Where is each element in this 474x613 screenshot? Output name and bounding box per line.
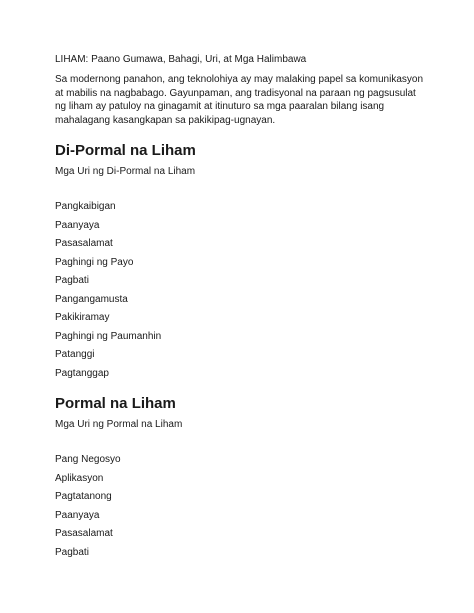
- list-item: Pagtatanong: [55, 491, 112, 502]
- list-item: Pagbati: [55, 546, 89, 558]
- list-pormal: [55, 453, 121, 564]
- list-item: Pang Negosyo: [55, 454, 121, 465]
- list-item: Aplikasyon: [55, 472, 104, 484]
- list-item: Pangkaibigan: [55, 201, 116, 212]
- list-item: Patanggi: [55, 349, 95, 360]
- section-subheading-di-pormal: Mga Uri ng Di-Pormal na Liham: [55, 166, 196, 177]
- list-item: Paanyaya: [55, 219, 100, 231]
- list-item: Pakikiramay: [55, 312, 110, 323]
- list-item: Pagbati: [55, 275, 89, 286]
- list-item: Paanyaya: [55, 509, 100, 521]
- list-item: Pagtanggap: [55, 367, 109, 379]
- section-heading-pormal: Pormal na Liham: [55, 395, 176, 412]
- list-item: Pasasalamat: [55, 238, 113, 249]
- list-di-pormal: [55, 200, 161, 385]
- list-item: Paghingi ng Payo: [55, 256, 134, 268]
- section-heading-di-pormal: Di-Pormal na Liham: [55, 142, 196, 159]
- section-subheading-pormal: Mga Uri ng Pormal na Liham: [55, 419, 183, 430]
- intro-paragraph: Sa modernong panahon, ang teknolohiya ay may malaking papel sa komunikasyon at mabilis na nagbabago. Gayunpaman, ang tradisyonal na paraan ng pagsusulat ng liham ay patuloy na ginagamit at itinuturo sa mga paaralan bilang isang mahalagang kasangkapan sa pakikipag-ugnayan.: [55, 74, 424, 126]
- list-item: Pasasalamat: [55, 528, 113, 539]
- document-title: LIHAM: Paano Gumawa, Bahagi, Uri, at Mga Halimbawa: [55, 54, 307, 65]
- list-item: Pangangamusta: [55, 293, 128, 305]
- list-item: Paghingi ng Paumanhin: [55, 330, 162, 342]
